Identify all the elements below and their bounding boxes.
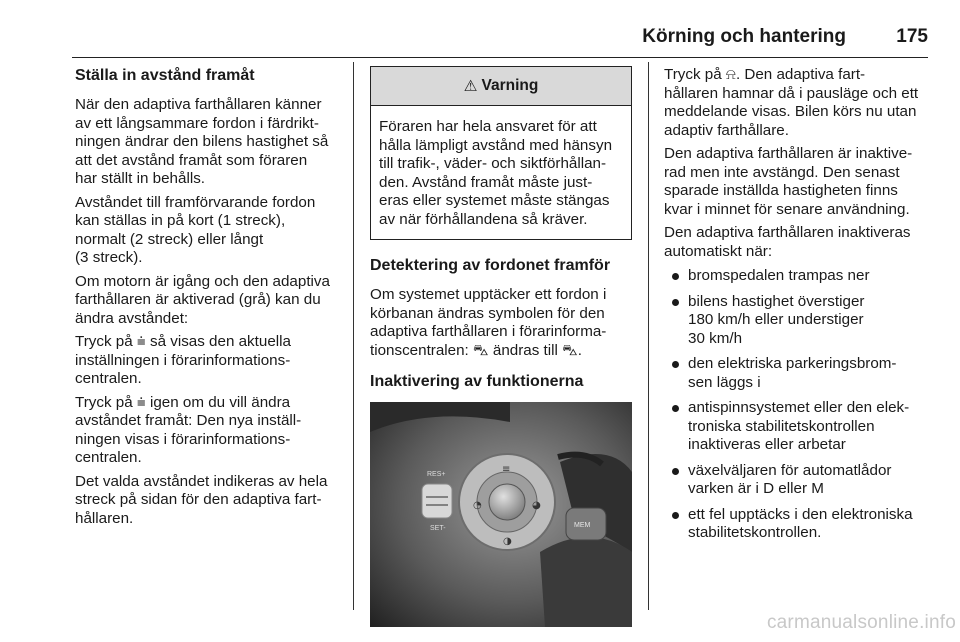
paragraph: Tryck på ⩧ så visas den aktuella inställningen i förarinformations- centralen. <box>75 333 291 387</box>
paragraph: Den adaptiva farthållaren är inaktive- rad men inte avstängd. Den senast sparade inställda hastigheten finns kvar i minnet för senare användning. <box>664 145 913 218</box>
paragraph: Det valda avståndet indikeras av hela streck på sidan för den adaptiva fart- hållaren. <box>75 472 328 527</box>
steering-wheel-photo <box>370 402 632 627</box>
paragraph: Avståndet till framförvarande fordon kan ställas in på kort (1 streck), normalt (2 streck) eller långt (3 streck). <box>75 193 316 266</box>
svg-text:◕: ◕ <box>532 500 541 511</box>
section-heading: Inaktivering av funktionerna <box>370 373 584 390</box>
res-label: RES+ <box>427 471 446 478</box>
svg-text:◑: ◑ <box>503 536 512 547</box>
warning-icon: ⚠ <box>463 76 478 95</box>
header-rule <box>72 57 928 58</box>
column-divider <box>353 62 354 610</box>
paragraph: Om motorn är igång och den adaptiva farthållaren är aktiverad (grå) kan du ändra avståndet: <box>75 272 330 327</box>
paragraph: När den adaptiva farthållaren känner av ett långsammare fordon i färdrikt- ningen ändrar den bilens hastighet så att det avstånd framåt som föraren har ställt in behålls. <box>75 96 329 187</box>
column-right <box>664 66 928 550</box>
paragraph: Om systemet upptäcker ett fordon i körbanan ändras symbolen för den adaptiva farthållaren i förarinforma- tionscentralen: ⛍ ändras till ⛍. <box>370 286 607 359</box>
column-left <box>75 66 345 533</box>
page-title: Körning och hantering <box>642 26 846 47</box>
mem-label: MEM <box>574 522 591 529</box>
list-item: ett fel upptäcks i den elektroniska stabilitetskontrollen. <box>664 506 928 543</box>
list-item: bilens hastighet överstiger 180 km/h eller understiger 30 km/h <box>664 293 928 349</box>
paragraph: Den adaptiva farthållaren inaktiveras automatiskt när: <box>664 224 911 260</box>
list-item: växelväljaren för automatlådor varken är i D eller M <box>664 462 928 499</box>
watermark: carmanualsonline.info <box>766 612 956 633</box>
condition-list <box>664 267 928 543</box>
warning-text: Föraren har hela ansvaret för att hålla lämpligt avstånd med hänsyn till trafik-, väder- och siktförhållan- den. Avstånd framåt måste just- eras eller systemet måste stängas av när förhållandena så kräver. <box>379 118 613 228</box>
page-header <box>72 26 928 58</box>
section-heading: Ställa in avstånd framåt <box>75 67 255 84</box>
svg-text:◔: ◔ <box>473 500 482 511</box>
warning-title: Varning <box>481 76 539 94</box>
list-item: antispinnsystemet eller den elek- troniska stabilitetskontrollen inaktiveras eller arbetar <box>664 399 928 455</box>
warning-header <box>371 67 631 106</box>
warning-box <box>370 66 632 240</box>
paragraph: Tryck på ⍾. Den adaptiva fart- hållaren hamnar då i pausläge och ett meddelande visas. Bilen körs nu utan adaptiv farthållare. <box>664 66 919 139</box>
section-heading: Detektering av fordonet framför <box>370 257 611 274</box>
column-middle <box>370 66 632 627</box>
list-item: bromspedalen trampas ner <box>664 267 928 286</box>
paragraph: Tryck på ⩧ igen om du vill ändra avståndet framåt: Den nya inställ- ningen visas i förarinformations- centralen. <box>75 393 302 466</box>
list-item: den elektriska parkeringsbrom- sen läggs i <box>664 355 928 392</box>
svg-text:≡: ≡ <box>502 464 511 475</box>
set-label: SET- <box>430 525 446 532</box>
page-number: 175 <box>896 26 928 47</box>
column-divider <box>648 62 649 610</box>
steering-wheel-illustration <box>370 402 632 627</box>
